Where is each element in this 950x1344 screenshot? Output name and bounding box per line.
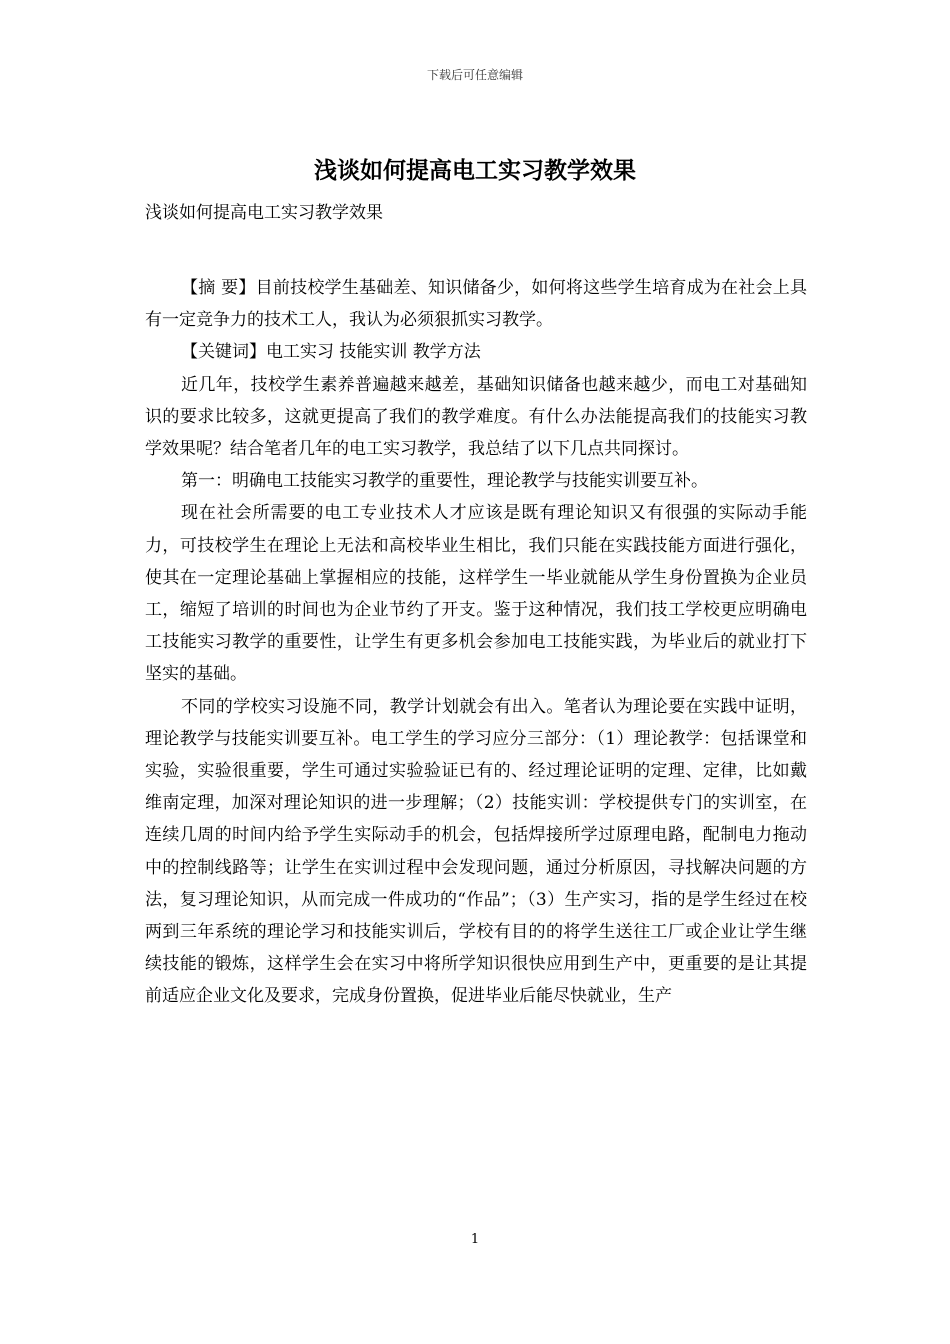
header-note: 下载后可任意编辑 [426, 68, 523, 82]
page-title: 浅谈如何提高电工实习教学效果 [314, 158, 636, 184]
body-text [145, 272, 807, 1013]
keywords-paragraph: 【关键词】电工实习 技能实训 教学方法 [181, 342, 481, 363]
body-paragraph: 现在社会所需要的电工专业技术人才应该是既有理论知识又有很强的实际动手能力，可技校学生在理论上无法和高校毕业生相比，我们只能在实践技能方面进行强化，使其在一定理论基础上掌握相应的技能，这样学生一毕业就能从学生身份置换为企业员工，缩短了培训的时间也为企业节约了开支。鉴于这种情况，我们技工学校更应明确电工技能实习教学的重要性，让学生有更多机会参加电工技能实践，为毕业后的就业打下坚实的基础。 [145, 503, 807, 685]
intro-paragraph: 近几年，技校学生素养普遍越来越差，基础知识储备也越来越少，而电工对基础知识的要求比较多，这就更提高了我们的教学难度。有什么办法能提高我们的技能实习教学效果呢？结合笔者几年的电工实习教学，我总结了以下几点共同探讨。 [145, 374, 807, 460]
section-heading-1: 第一：明确电工技能实习教学的重要性，理论教学与技能实训要互补。 [181, 471, 708, 492]
page-number: 1 [470, 1232, 480, 1247]
abstract-paragraph: 【摘 要】目前技校学生基础差、知识储备少，如何将这些学生培育成为在社会上具有一定竞争力的技术工人，我认为必须狠抓实习教学。 [145, 278, 807, 331]
subtitle: 浅谈如何提高电工实习教学效果 [145, 203, 383, 223]
body-paragraph: 不同的学校实习设施不同，教学计划就会有出入。笔者认为理论要在实践中证明，理论教学与技能实训要互补。电工学生的学习应分三部分：（1）理论教学：包括课堂和实验，实验很重要，学生可通过实验验证已有的、经过理论证明的定理、定律，比如戴维南定理，加深对理论知识的进一步理解；（2）技能实训：学校提供专门的实训室，在连续几周的时间内给予学生实际动手的机会，包括焊接所学过原理电路，配制电力拖动中的控制线路等；让学生在实训过程中会发现问题，通过分析原因，寻找解决问题的方法，复习理论知识，从而完成一件成功的“作品”；（3）生产实习，指的是学生经过在校两到三年系统的理论学习和技能实训后，学校有目的的将学生送往工厂或企业让学生继续技能的锻炼，这样学生会在实习中将所学知识很快应用到生产中，更重要的是让其提前适应企业文化及要求，完成身份置换，促进毕业后能尽快就业，生产 [145, 696, 807, 1007]
